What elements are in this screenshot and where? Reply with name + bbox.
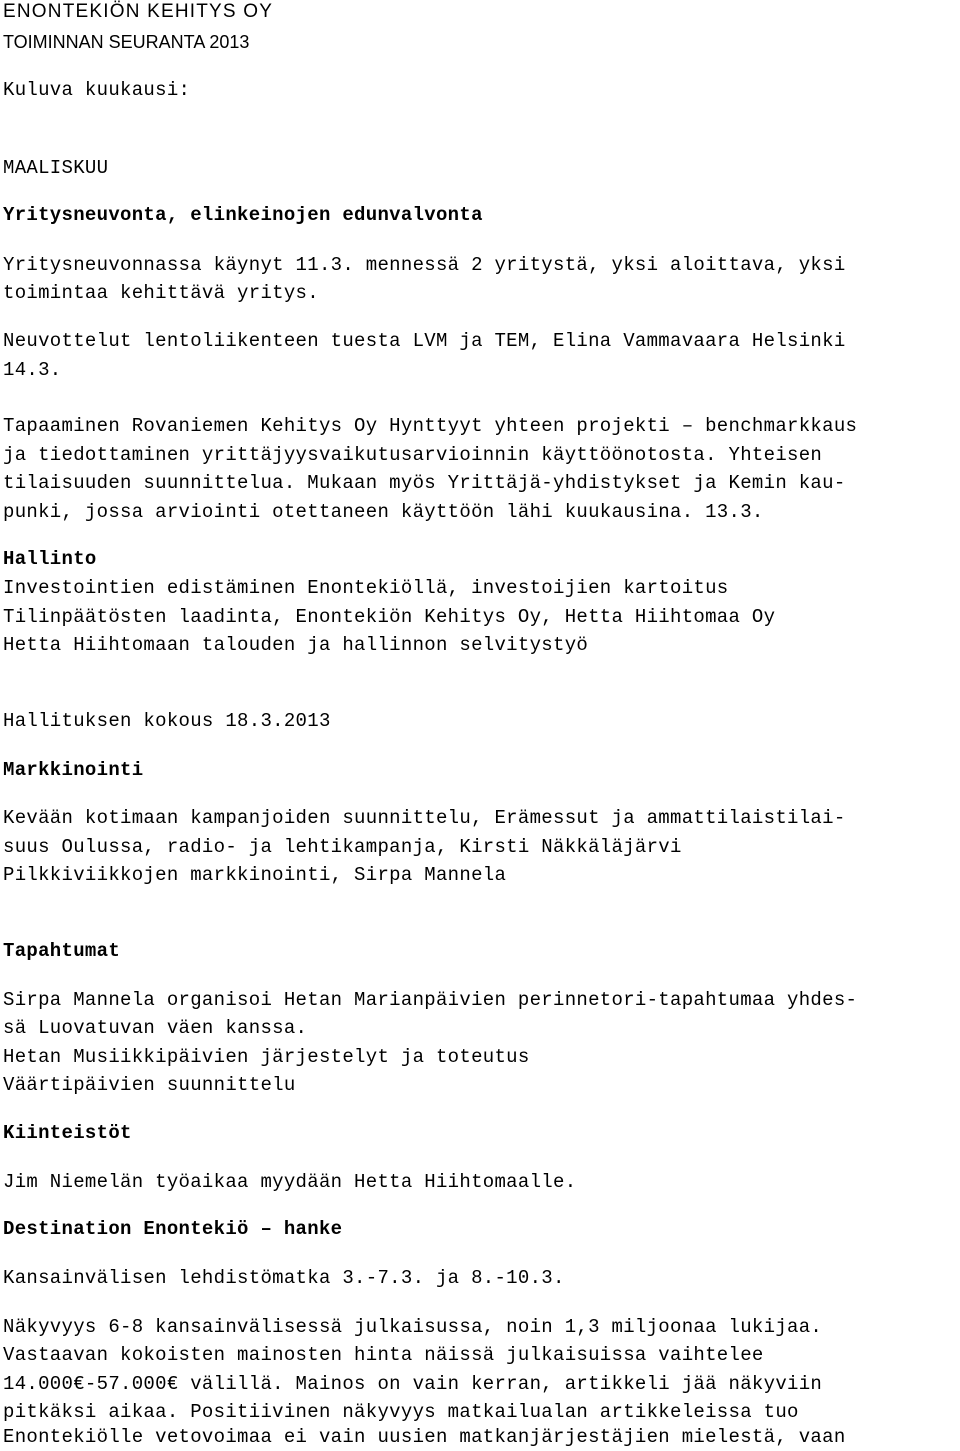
document-title: ENONTEKIÖN KEHITYS OY [3,1,274,22]
text-line: Enontekiölle vetovoimaa ei vain uusien matkanjärjestäjien mielestä, vaan [3,1426,846,1448]
text-line: 14.3. [3,359,62,381]
current-month-label: Kuluva kuukausi: [3,79,191,101]
month-name: MAALISKUU [3,157,109,179]
text-line: Kansainvälisen lehdistömatka 3.-7.3. ja 8.-10.3. [3,1267,565,1289]
text-line: suus Oulussa, radio- ja lehtikampanja, Kirsti Näkkäläjärvi [3,836,682,858]
text-line: Vastaavan kokoisten mainosten hinta näissä julkaisuissa vaihtelee [3,1344,764,1366]
section-heading-markkinointi: Markkinointi [3,759,144,781]
text-line: Kevään kotimaan kampanjoiden suunnittelu, Erämessut ja ammattilaistilai- [3,807,846,829]
document-subtitle: TOIMINNAN SEURANTA 2013 [3,32,250,52]
text-line: Tilinpäätösten laadinta, Enontekiön Kehitys Oy, Hetta Hiihtomaa Oy [3,606,776,628]
section-heading-kiinteistot: Kiinteistöt [3,1122,132,1144]
section-heading-tapahtumat: Tapahtumat [3,940,121,962]
text-line: Hetan Musiikkipäivien järjestelyt ja toteutus [3,1046,530,1068]
text-line: Väärtipäivien suunnittelu [3,1074,296,1096]
text-line: toimintaa kehittävä yritys. [3,282,319,304]
text-line: Tapaaminen Rovaniemen Kehitys Oy Hynttyyt yhteen projekti – benchmarkkaus [3,415,858,437]
text-line: Jim Niemelän työaikaa myydään Hetta Hiihtomaalle. [3,1171,577,1193]
text-line: Hallituksen kokous 18.3.2013 [3,710,331,732]
text-line: Sirpa Mannela organisoi Hetan Marianpäivien perinnetori-tapahtumaa yhdes- [3,989,858,1011]
text-line: pitkäksi aikaa. Positiivinen näkyvyys matkailualan artikkeleissa tuo [3,1401,799,1423]
text-line: Pilkkiviikkojen markkinointi, Sirpa Mannela [3,864,507,886]
section-heading-hallinto: Hallinto [3,548,97,570]
text-line: tilaisuuden suunnittelua. Mukaan myös Yrittäjä-yhdistykset ja Kemin kau- [3,472,846,494]
text-line: Neuvottelut lentoliikenteen tuesta LVM ja TEM, Elina Vammavaara Helsinki [3,330,846,352]
section-heading-destination: Destination Enontekiö – hanke [3,1218,343,1240]
text-line: sä Luovatuvan väen kanssa. [3,1017,308,1039]
text-line: punki, jossa arviointi otettaneen käyttöön lähi kuukausina. 13.3. [3,501,764,523]
text-line: ja tiedottaminen yrittäjyysvaikutusarvioinnin käyttöönotosta. Yhteisen [3,444,823,466]
text-line: Näkyvyys 6-8 kansainvälisessä julkaisussa, noin 1,3 miljoonaa lukijaa. [3,1316,823,1338]
text-line: 14.000€-57.000€ välillä. Mainos on vain kerran, artikkeli jää näkyviin [3,1373,823,1395]
text-line: Investointien edistäminen Enontekiöllä, investoijien kartoitus [3,577,729,599]
text-line: Hetta Hiihtomaan talouden ja hallinnon selvitystyö [3,634,589,656]
text-line: Yritysneuvonnassa käynyt 11.3. mennessä 2 yritystä, yksi aloittava, yksi [3,254,846,276]
section-heading-yritysneuvonta: Yritysneuvonta, elinkeinojen edunvalvonta [3,204,483,226]
